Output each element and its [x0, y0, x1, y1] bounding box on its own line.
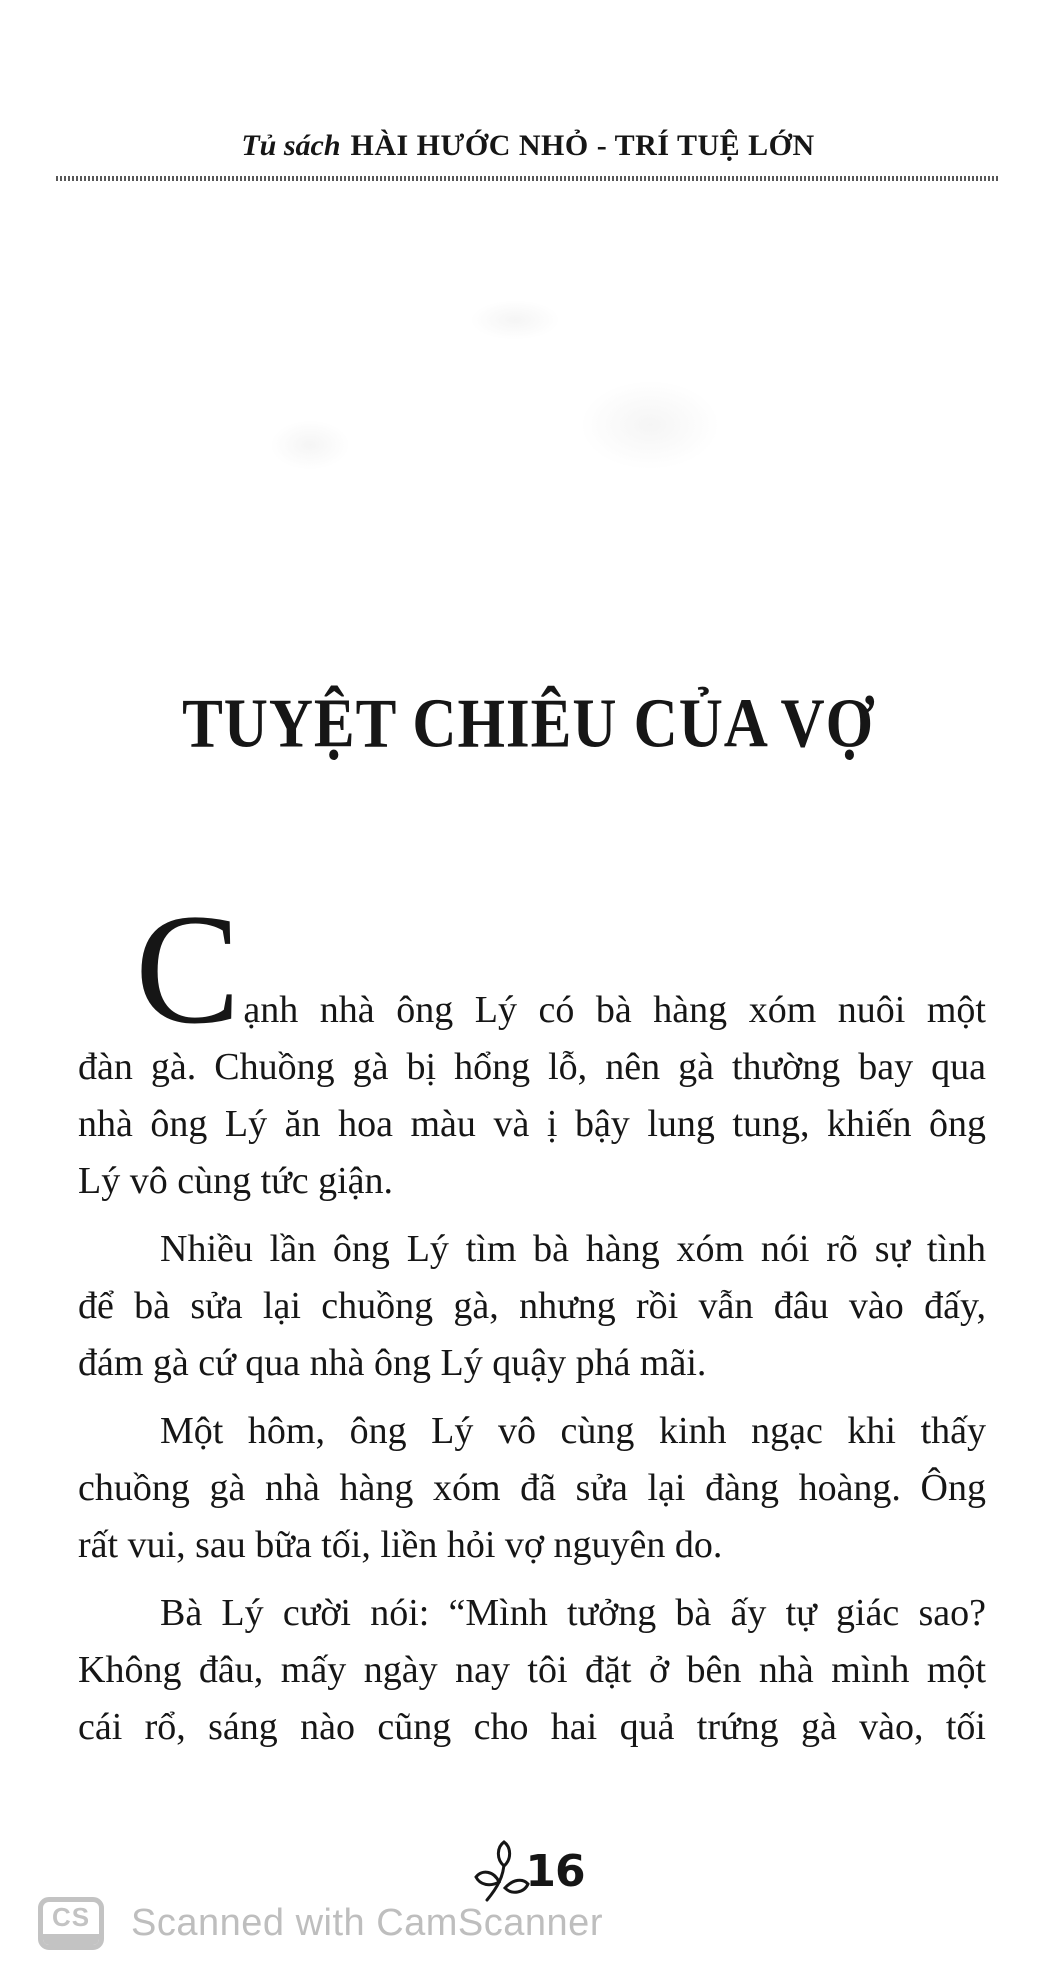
page-footer: [0, 1840, 1056, 1902]
camscanner-watermark: [38, 1897, 603, 1950]
text-line: Một hôm, ông Lý vô cùng kinh ngạc khi thấy: [160, 1410, 986, 1452]
chapter-title-text: TUYỆT CHIÊU CỦA VỢ: [181, 685, 875, 763]
cs-logo-text: CS: [51, 1902, 91, 1932]
series-label: Tủ sách: [241, 129, 341, 162]
story-body: [78, 882, 986, 1767]
header-rule: [56, 176, 1000, 181]
drop-cap: C: [135, 882, 241, 1057]
paragraph: [78, 1585, 986, 1756]
page-number: 16: [525, 1846, 585, 1897]
paragraph: [78, 882, 986, 1210]
chapter-title: [0, 672, 1056, 777]
paragraph: [78, 1403, 986, 1574]
paragraph: [78, 1221, 986, 1392]
text-line: Không đâu, mấy ngày nay tôi đặt ở bên nhà mình một: [78, 1649, 986, 1691]
plant-sprig-icon: [471, 1840, 531, 1902]
text-line: đám gà cứ qua nhà ông Lý quậy phá mãi.: [78, 1342, 707, 1384]
scan-smudge: [470, 300, 560, 340]
scan-smudge: [270, 420, 350, 470]
series-title: HÀI HƯỚC NHỎ - TRÍ TUỆ LỚN: [350, 129, 815, 162]
text-line: rất vui, sau bữa tối, liền hỏi vợ nguyên do.: [78, 1524, 723, 1566]
camscanner-logo-icon: [38, 1897, 104, 1950]
text-line: chuồng gà nhà hàng xóm đã sửa lại đàng hoàng. Ông: [78, 1467, 986, 1509]
text-line-content: ạnh nhà ông Lý có bà hàng xóm nuôi một: [243, 989, 986, 1031]
text-line: đàn gà. Chuồng gà bị hổng lỗ, nên gà thường bay qua: [78, 1046, 986, 1088]
text-line: Nhiều lần ông Lý tìm bà hàng xóm nói rõ sự tình: [160, 1228, 986, 1270]
camscanner-label: Scanned with CamScanner: [131, 1902, 603, 1944]
scan-smudge: [580, 380, 720, 470]
text-line: cái rổ, sáng nào cũng cho hai quả trứng gà vào, tối: [78, 1706, 986, 1748]
text-line: [78, 882, 986, 1057]
text-line: Bà Lý cười nói: “Mình tưởng bà ấy tự giác sao?: [160, 1592, 986, 1634]
text-line: nhà ông Lý ăn hoa màu và ị bậy lung tung, khiến ông: [78, 1103, 986, 1145]
text-line: để bà sửa lại chuồng gà, nhưng rồi vẫn đâu vào đấy,: [78, 1285, 986, 1327]
page-header: [0, 126, 1056, 166]
text-line: Lý vô cùng tức giận.: [78, 1160, 394, 1202]
cs-logo-bar: [43, 1934, 99, 1945]
